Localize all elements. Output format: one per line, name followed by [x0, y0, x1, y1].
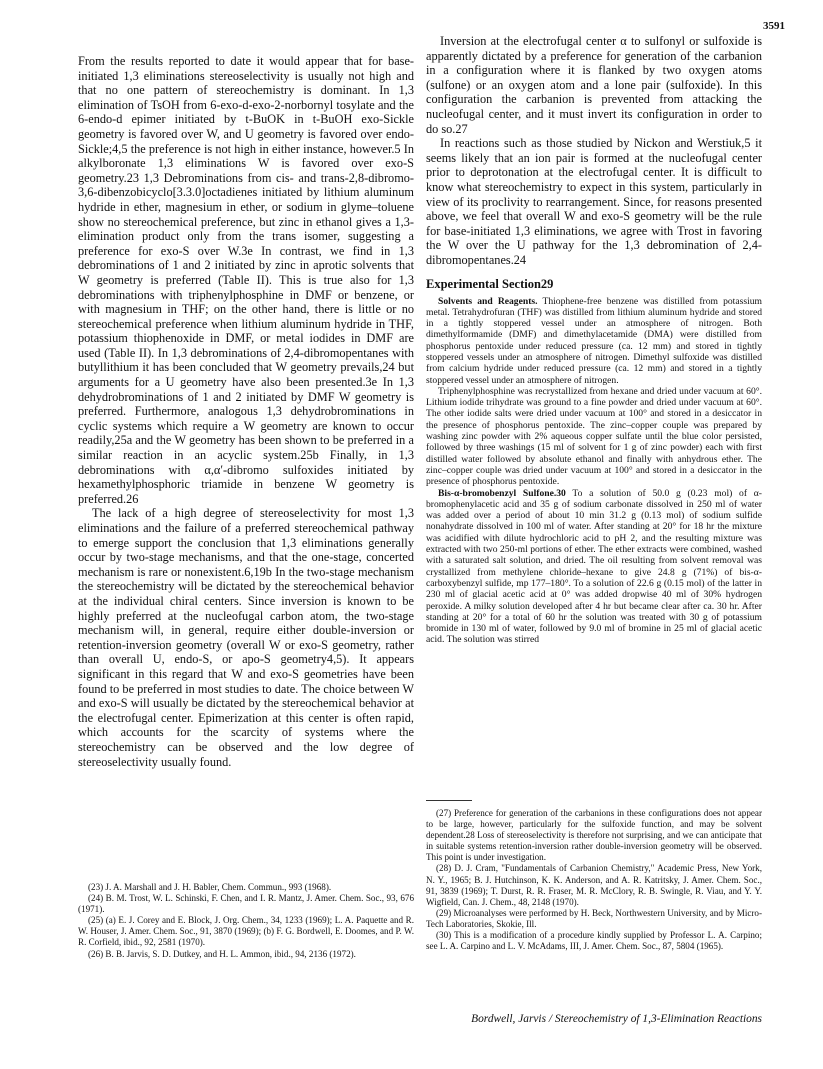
paragraph: The lack of a high degree of stereoselectivity for most 1,3 eliminations and the failure of a preferred stereochemical pathway to emerge support the conclusion that 1,3 eliminations generally occur by two-stage mechanisms, and that the one-stage, concerted mechanism is rare or nonexistent.6,19b In the two-stage mechanism the stereochemistry will be dictated by the stereochemical behavior at the individual chiral centers. Since inversion is known to be highly preferred at the nucleofugal carbon atom, the two-stage mechanism will, in general, require either double-inversion or retention-inversion geometry (overall W or exo-S geometry, rather than overall U, endo-S, or apo-S geometry4,5). It appears significant in this regard that W and exo-S geometries have been found to be preferred in most studies to date. The choice between W and exo-S will usually be dictated by the stereochemical behavior at the electrofugal center. Epimerization at this center is often rapid, which accounts for the scarcity of systems where the stereochemistry can be observed and the low degree of stereoselectivity usually found. — [78, 506, 414, 769]
footnote: (23) J. A. Marshall and J. H. Babler, Chem. Commun., 993 (1968). — [88, 882, 332, 892]
footnote: (30) This is a modification of a procedure kindly supplied by Professor L. A. Carpino; see L. A. Carpino and L. V. McAdams, III, J. Amer. Chem. Soc., 87, 5804 (1965). — [426, 930, 762, 952]
paragraph: From the results reported to date it would appear that for base-initiated 1,3 eliminations stereoselectivity is usually not high and that no one pattern of stereochemistry is dominant. In 1,3 elimination of TsOH from 6-exo-d-exo-2-norbornyl tosylate and the 6-endo-d epimer initiated by t-BuOK in t-BuOH exo-Sickle geometry is favored over W, and U geometry is favored over endo-Sickle;4,5 the preference is not high in either instance, however.5 In alkylboronate 1,3 eliminations W is favored over exo-S geometry.23 1,3 Debrominations from cis- and trans-2,8-dibromo-3,6-dibenzobicyclo[3.3.0]octadienes initiated by lithium aluminum hydride in ether, magnesium in ether, or sodium in glyme–toluene show no stereochemical preference, but zinc in ethanol gives a 1,3-elimination product only from the trans isomer, suggesting a preference for exo-S over W.3e In contrast, we find in 1,3 debrominations of 1 and 2 initiated by zinc in aprotic solvents that W geometry is preferred (Table II). This is true also for 1,3 debrominations with triphenylphosphine in DMF or benzene, or with magnesium in THF; on the other hand, there is little or no stereochemical preference when lithium aluminum hydride in THF, potassium thiophenoxide in DMF, or metal iodides in DMF are used (Table II). In 1,3 debrominations of 2,4-dibromopentanes with butyllithium it has been concluded that W geometry prevails,24 but arguments for a U geometry have also been presented.3e In 1,3 dehydrobrominations of 1 and 2 initiated by DMF W geometry is preferred. Furthermore, analogous 1,3 dehydrobrominations in cyclic systems which require a W geometry are known to occur readily,25a and the W geometry has been shown to be preferred in a similar reaction in an acyclic system.25b Finally, in 1,3 debrominations with α,α′-dibromo sulfoxides initiated by hexamethylphosphoric triamide in benzene W geometry is preferred.26 — [78, 54, 414, 506]
experimental-section — [426, 296, 762, 646]
right-column — [426, 34, 762, 646]
section-heading: Experimental Section29 — [426, 276, 554, 291]
footnote-divider — [426, 800, 472, 801]
footnotes-left — [78, 882, 414, 960]
paragraph: Inversion at the electrofugal center α to sulfonyl or sulfoxide is apparently dictated by a preference for generation of the carbanion in a configuration where it is flanked by two oxygen atoms (sulfone) or an oxygen atom and a lone pair (sulfoxide). In this configuration the carbanion is prevented from attacking the nucleofugal center, and it must invert its configuration in order to do so.27 — [426, 34, 762, 136]
page-number: 3591 — [763, 20, 785, 32]
run-in-heading: Solvents and Reagents. — [438, 295, 538, 307]
left-column — [78, 54, 414, 769]
paragraph: To a solution of 50.0 g (0.23 mol) of α-bromophenylacetic acid and 35 g of sodium carbonate dissolved in 250 ml of water was added over a period of about 10 min 31.2 g (0.13 mol) of sodium sulfide nonahydrate dissolved in 100 ml of water. After standing at 20° for 18 hr the mixture was acidified with dilute hydrochloric acid to pH 2, and the resulting mixture was extracted with two 250-ml portions of ether. The ether extracts were combined, washed with a saturated salt solution, and dried. The oil resulting from solvent removal was crystallized from methylene chloride–hexane to give 24.8 g (71%) of bis-α-carboxybenzyl sulfide, mp 177–180°. To a solution of 22.6 g (0.15 mol) of the latter in 230 ml of glacial acetic acid at 0° was added dropwise 40 ml of 30% hydrogen peroxide. A milky solution developed after 4 hr but became clear after ca. 30 hr. After standing at 20° for a total of 60 hr the solution was treated with 30 g of potassium bromide in 130 ml of water, followed by 9.0 ml of bromine in 25 ml of glacial acetic acid. The solution was stirred — [426, 487, 762, 646]
paragraph: Thiophene-free benzene was distilled from potassium metal. Tetrahydrofuran (THF) was distilled from lithium aluminum hydride and stored in a tightly stoppered vessel under an atmosphere of nitrogen. Both dimethylformamide (DMF) and dimethylacetamide (DMA) were distilled from phosphorus pentoxide under reduced pressure (ca. 12 mm) and stored in tightly stoppered vessels under an atmosphere of nitrogen. Dimethyl sulfoxide was distilled from calcium hydride under reduced pressure (ca. 12 mm) and stored in a tightly stoppered vessel under an atmosphere of nitrogen. — [426, 295, 763, 386]
footnotes-right — [426, 808, 762, 952]
footnote: (25) (a) E. J. Corey and E. Block, J. Org. Chem., 34, 1233 (1969); L. A. Paquette and R. W. Houser, J. Amer. Chem. Soc., 91, 3870 (1969); (b) F. G. Bordwell, E. Doomes, and P. W. R. Corfield, ibid., 92, 2581 (1970). — [78, 915, 414, 948]
footnote: (27) Preference for generation of the carbanions in these configurations does not appear to be large, however, particularly for the sulfoxide function, and may be solvent dependent.28 Loss of stereoselectivity is therefore not surprising, and we can anticipate that in suitable systems retention-inversion rather double-inversion geometry will be observed. This point is under investigation. — [426, 808, 762, 863]
run-in-heading: Bis-α-bromobenzyl Sulfone.30 — [438, 487, 566, 499]
footnote: (24) B. M. Trost, W. L. Schinski, F. Chen, and I. R. Mantz, J. Amer. Chem. Soc., 93, 676 (1971). — [78, 893, 414, 915]
footnote: (29) Microanalyses were performed by H. Beck, Northwestern University, and by Micro-Tech Laboratories, Skokie, Ill. — [426, 907, 762, 929]
footnote: (28) D. J. Cram, "Fundamentals of Carbanion Chemistry," Academic Press, New York, N. Y., 1965; B. J. Hutchinson, K. K. Anderson, and A. R. Katritsky, J. Amer. Chem. Soc., 91, 3839 (1969); T. Durst, R. R. Fraser, M. R. McClory, R. B. Swingle, R. Viau, and Y. Y. Wigfield, Can. J. Chem., 48, 2148 (1970). — [426, 863, 762, 907]
footnote: (26) B. B. Jarvis, S. D. Dutkey, and H. L. Ammon, ibid., 94, 2136 (1972). — [88, 948, 356, 959]
running-footer: Bordwell, Jarvis / Stereochemistry of 1,3-Elimination Reactions — [471, 1013, 762, 1025]
paragraph: In reactions such as those studied by Nickon and Werstiuk,5 it seems likely that an ion pair is formed at the nucleofugal center prior to deprotonation at the electrofugal center. It is difficult to know what stereochemistry to expect in this system, particularly in view of its proclivity to rearrangement. Since, for reasons presented above, we feel that overall W and exo-S geometry will be the rule for base-initiated 1,3 eliminations, we agree with Trost in favoring the W over the U pathway for the 1,3 debromination of 2,4-dibromopentanes.24 — [426, 136, 762, 267]
paragraph: Triphenylphosphine was recrystallized from hexane and dried under vacuum at 60°. Lithium iodide trihydrate was ground to a fine powder and dried under vacuum at 60°. The other iodide salts were dried under vacuum at 100° and stored in a desiccator in the presence of phosphorus pentoxide. The zinc–copper couple was prepared by washing zinc powder with 2% aqueous copper sulfate until the blue color persisted, followed by three washings (15 ml of solvent for 1 g of zinc powder) each with first distilled water followed by absolute ethanol and finally with anhydrous ether. The zinc–copper couple was dried under vacuum at 100° and stored in a desiccator in the presence of phosphorus pentoxide. — [426, 385, 762, 488]
